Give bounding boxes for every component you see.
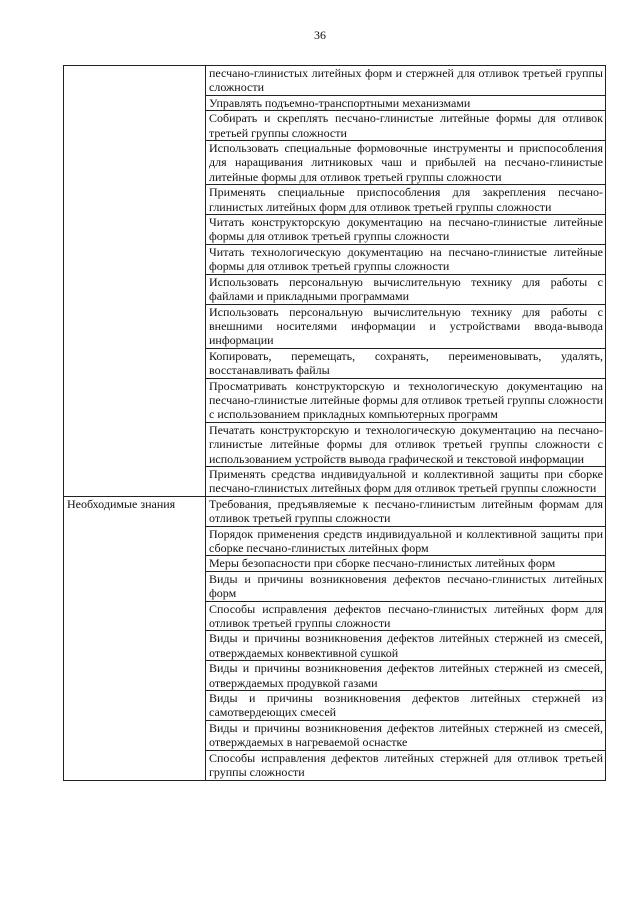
knowledge-cell [206,750,606,780]
table-row [64,496,606,526]
knowledge-text: Виды и причины возникновения дефектов литейных стержней из самотвердеющих смесей [209,691,603,720]
skill-text: Применять средства индивидуальной и коллективной защиты при сборке песчано-глинистых литейных форм для отливок третьей группы сложности [209,466,603,496]
knowledge-text: Порядок применения средств индивидуальной и коллективной защиты при сборке песчано-глинистых литейных форм [209,526,603,555]
knowledge-text: Требования, предъявляемые к песчано-глинистым литейным формам для отливок третьей группы сложности [209,496,603,526]
knowledge-label: Необходимые знания [67,496,176,511]
skill-text: Просматривать конструкторскую и технологическую документацию на песчано-глинистые литейные формы для отливок третьей группы сложности с использованием прикладных компьютерных программ [209,378,603,422]
knowledge-cell [206,526,606,556]
skill-text: Использовать персональную вычислительную технику для работы с внешними носителями информации и устройствами ввода-вывода информации [209,304,603,348]
knowledge-cell [206,691,606,721]
knowledge-text: Виды и причины возникновения дефектов литейных стержней из смесей, отверждаемых продувкой газами [209,661,603,690]
skill-cell [206,215,606,245]
skill-text: Читать технологическую документацию на песчано-глинистые литейные формы для отливок третьей группы сложности [209,244,603,274]
knowledge-cell [206,556,606,571]
skill-cell [206,95,606,110]
requirements-table [63,65,606,781]
page-number: 36 [314,28,326,42]
skill-text: Использовать персональную вычислительную технику для работы с файлами и прикладными программами [209,274,603,304]
skill-text: Управлять подъемно-транспортными механизмами [209,95,471,110]
knowledge-cell [206,661,606,691]
skill-cell [206,422,606,466]
knowledge-cell [206,496,606,526]
knowledge-cell [206,720,606,750]
knowledge-text: Виды и причины возникновения дефектов литейных стержней из смесей, отверждаемых в нагреваемой оснастке [209,720,603,750]
skill-text: Печатать конструкторскую и технологическую документацию на песчано-глинистые литейные формы для отливок третьей группы сложности с использованием устройств вывода графической и текстовой информации [209,422,603,466]
knowledge-text: Виды и причины возникновения дефектов песчано-глинистых литейных форм [209,571,603,601]
skills-label-cell [64,66,206,497]
table-row [64,66,606,96]
knowledge-cell [206,631,606,661]
skill-cell [206,348,606,378]
knowledge-text: Способы исправления дефектов литейных стержней для отливок третьей группы сложности [209,750,603,780]
skill-cell [206,111,606,141]
knowledge-cell [206,601,606,631]
skill-cell [206,185,606,215]
knowledge-text: Виды и причины возникновения дефектов литейных стержней из смесей, отверждаемых конвективной сушкой [209,631,603,660]
skill-cell [206,304,606,348]
skill-cell [206,244,606,274]
skill-cell [206,274,606,304]
knowledge-text: Способы исправления дефектов песчано-глинистых литейных форм для отливок третьей группы сложности [209,601,603,631]
knowledge-cell [206,571,606,601]
skill-text: Читать конструкторскую документацию на песчано-глинистые литейные формы для отливок третьей группы сложности [209,215,603,244]
skill-text: Применять специальные приспособления для закрепления песчано-глинистых литейных форм для отливок третьей группы сложности [209,185,603,214]
skill-cell [206,66,606,96]
skill-cell [206,141,606,185]
skill-cell [206,466,606,496]
skill-cell [206,378,606,422]
skill-text: Использовать специальные формовочные инструменты и приспособления для наращивания литниковых чаш и прибылей на песчано-глинистые литейные формы для отливок третьей группы сложности [209,141,603,184]
skill-text: песчано-глинистых литейных форм и стержней для отливок третьей группы сложности [209,66,603,95]
skill-text: Собирать и скреплять песчано-глинистые литейные формы для отливок третьей группы сложности [209,111,603,140]
knowledge-label-cell [64,496,206,780]
skill-text: Копировать, перемещать, сохранять, переименовывать, удалять, восстанавливать файлы [209,348,603,378]
knowledge-text: Меры безопасности при сборке песчано-глинистых литейных форм [209,556,556,571]
